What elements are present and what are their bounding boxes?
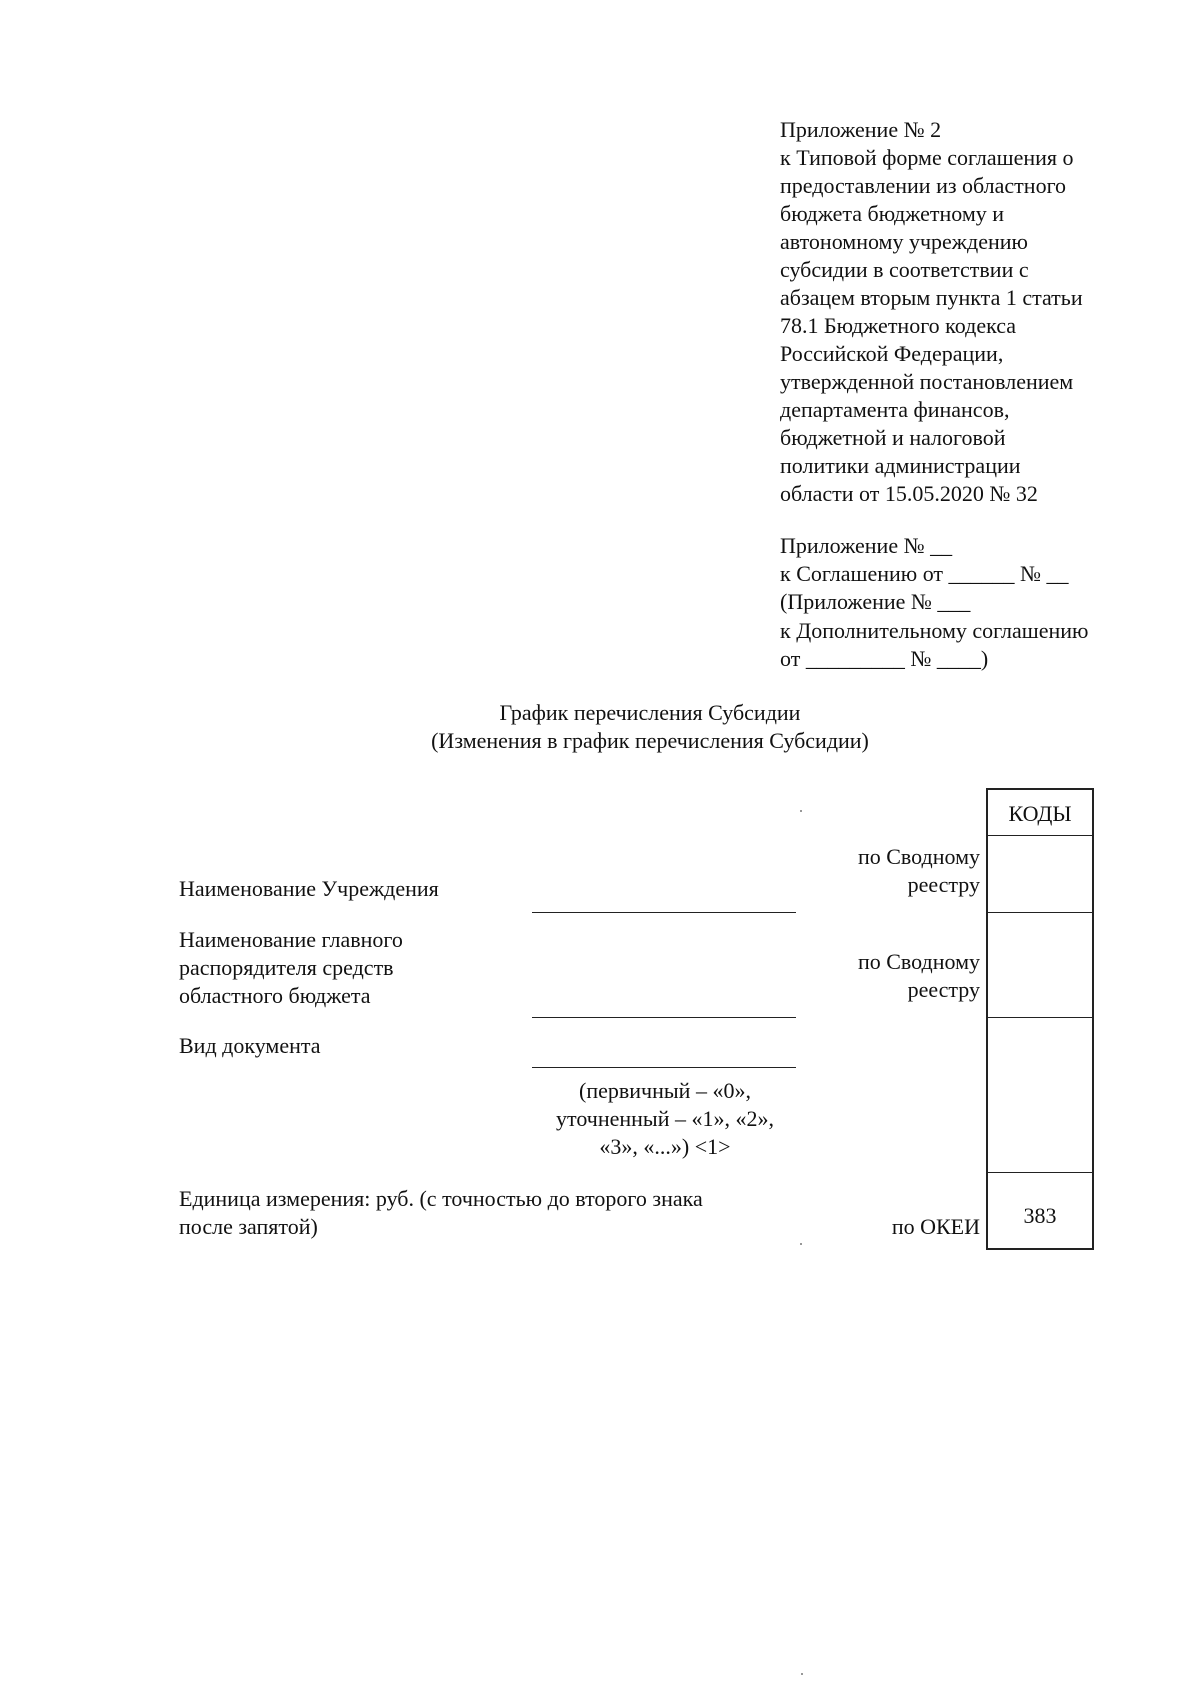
- okei-code-value: 383: [1023, 1203, 1057, 1228]
- agreement-reference: [780, 532, 1088, 673]
- agreement-line: (Приложение № ___: [780, 589, 971, 615]
- appendix-line: абзацем вторым пункта 1 статьи: [780, 285, 1083, 310]
- unit-of-measure-line: после запятой): [179, 1214, 318, 1239]
- appendix-line: Приложение № 2: [780, 117, 942, 142]
- chief-administrator-label: [179, 926, 403, 1010]
- registry-label: [820, 843, 980, 899]
- agreement-line: к Соглашению от ______ № __: [780, 561, 1069, 587]
- registry-label-line: реестру: [907, 872, 980, 897]
- appendix-line: 78.1 Бюджетного кодекса: [780, 313, 1017, 338]
- document-type-hint-line: уточненный – «1», «2»,: [556, 1106, 774, 1131]
- registry-label-line: реестру: [907, 977, 980, 1002]
- registry-label-line: по Сводному: [857, 949, 980, 974]
- appendix-line: бюджетной и налоговой: [780, 425, 1006, 450]
- codes-header: КОДЫ: [1008, 801, 1072, 826]
- codes-divider: [988, 1017, 1092, 1018]
- appendix-line: Российской Федерации,: [780, 341, 1004, 366]
- institution-name-field[interactable]: [532, 912, 796, 913]
- appendix-line: субсидии в соответствии с: [780, 257, 1029, 282]
- agreement-line: от _________ № ____): [780, 645, 989, 671]
- chief-administrator-label-line: областного бюджета: [179, 983, 371, 1008]
- document-type-field[interactable]: [532, 1067, 796, 1068]
- agreement-line: к Дополнительному соглашению: [780, 617, 1089, 643]
- document-subtitle: (Изменения в график перечисления Субсидии): [431, 728, 869, 753]
- appendix-line: предоставлении из областного: [780, 173, 1067, 198]
- codes-divider: [988, 835, 1092, 836]
- unit-of-measure-label: [179, 1185, 703, 1241]
- document-title: График перечисления Субсидии: [499, 700, 801, 725]
- codes-divider: [988, 1172, 1092, 1173]
- appendix-line: бюджета бюджетному и: [780, 201, 1005, 226]
- institution-name-label: Наименование Учреждения: [179, 876, 439, 901]
- chief-administrator-label-line: распорядителя средств: [179, 955, 394, 980]
- scan-speck: [800, 1243, 802, 1245]
- appendix-line: автономному учреждению: [780, 229, 1028, 254]
- agreement-line: Приложение № __: [780, 533, 953, 558]
- appendix-line: области от 15.05.2020 № 32: [780, 481, 1038, 506]
- codes-table: [986, 788, 1094, 1250]
- chief-administrator-field[interactable]: [532, 1017, 796, 1018]
- scan-speck: [801, 1673, 803, 1675]
- document-type-hint-line: (первичный – «0»,: [579, 1078, 751, 1103]
- appendix-line: к Типовой форме соглашения о: [780, 145, 1074, 170]
- document-type-hint: [530, 1077, 800, 1161]
- chief-administrator-label-line: Наименование главного: [179, 927, 403, 952]
- appendix-header: [780, 116, 1083, 508]
- okei-label: по ОКЕИ: [891, 1214, 980, 1239]
- scan-speck: [800, 810, 802, 812]
- registry-label: [820, 948, 980, 1004]
- document-type-hint-line: «3», «...») <1>: [599, 1134, 731, 1159]
- registry-label-line: по Сводному: [857, 844, 980, 869]
- appendix-line: политики администрации: [780, 453, 1021, 478]
- appendix-line: утвержденной постановлением: [780, 369, 1074, 394]
- codes-divider: [988, 912, 1092, 913]
- document-type-label: Вид документа: [179, 1033, 321, 1058]
- appendix-line: департамента финансов,: [780, 397, 1010, 422]
- unit-of-measure-line: Единица измерения: руб. (с точностью до второго знака: [179, 1186, 703, 1211]
